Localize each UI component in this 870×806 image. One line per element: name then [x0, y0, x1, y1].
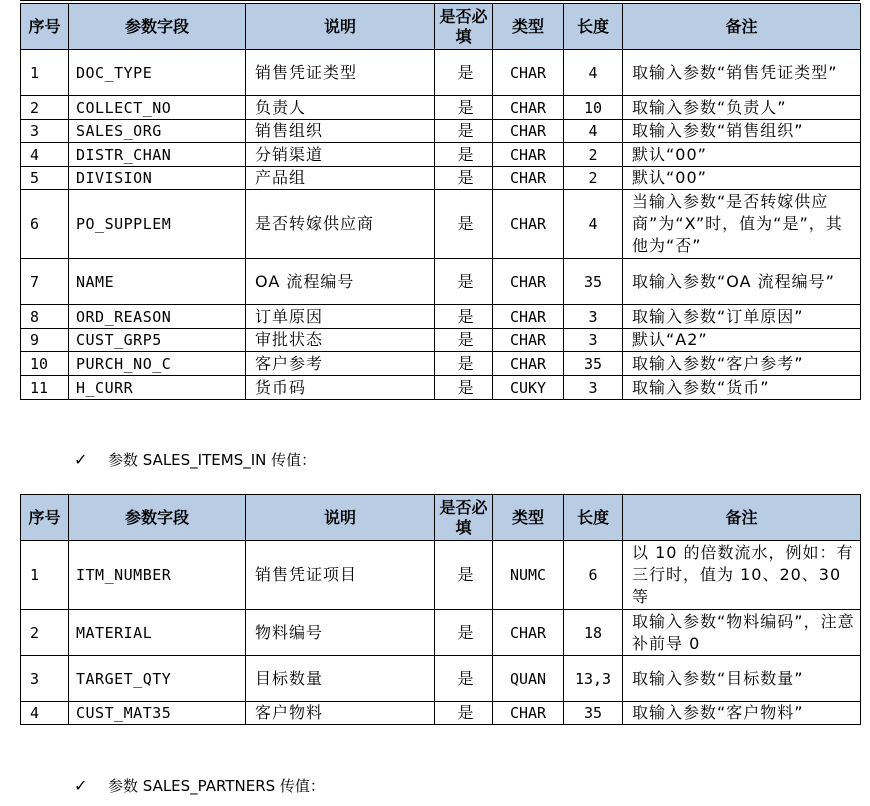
table-row [21, 96, 861, 120]
col-header-type: 类型 [493, 495, 564, 541]
col-header-note: 备注 [623, 495, 861, 541]
table-body [21, 541, 861, 725]
cell-type: CHAR [493, 190, 564, 259]
col-header-no: 序号 [21, 495, 69, 541]
bullet-sales-partners [74, 775, 325, 796]
cell-no: 5 [21, 167, 69, 190]
cell-field: PURCH_NO_C [69, 352, 246, 376]
cell-type: CHAR [493, 143, 564, 167]
cell-field: TARGET_QTY [69, 656, 246, 702]
cell-note: 以 10 的倍数流水，例如：有三行时，值为 10、20、30 等 [623, 541, 861, 610]
checkmark-icon: ✓ [74, 776, 88, 795]
cell-desc: 订单原因 [246, 305, 435, 329]
items-params-table [20, 494, 861, 725]
cell-desc: 客户参考 [246, 352, 435, 376]
cell-length: 4 [564, 190, 623, 259]
cell-desc: OA 流程编号 [246, 259, 435, 305]
cell-note: 取输入参数“目标数量” [623, 656, 861, 702]
cell-note: 取输入参数“OA 流程编号” [623, 259, 861, 305]
col-header-field: 参数字段 [69, 495, 246, 541]
cell-length: 35 [564, 259, 623, 305]
cell-type: CHAR [493, 96, 564, 120]
cell-length: 4 [564, 50, 623, 96]
cell-required: 是 [435, 305, 493, 329]
col-header-desc: 说明 [246, 4, 435, 50]
col-header-required: 是否必填 [435, 495, 493, 541]
cell-length: 4 [564, 120, 623, 143]
cell-desc: 目标数量 [246, 656, 435, 702]
header-params-table [20, 3, 861, 400]
cell-required: 是 [435, 96, 493, 120]
cell-field: ORD_REASON [69, 305, 246, 329]
cell-note: 取输入参数“负责人” [623, 96, 861, 120]
cell-type: CHAR [493, 259, 564, 305]
cell-field: SALES_ORG [69, 120, 246, 143]
cell-note: 取输入参数“销售组织” [623, 120, 861, 143]
cell-desc: 审批状态 [246, 329, 435, 352]
cell-field: DIVISION [69, 167, 246, 190]
cell-desc: 是否转嫁供应商 [246, 190, 435, 259]
cell-note: 取输入参数“客户参考” [623, 352, 861, 376]
col-header-field: 参数字段 [69, 4, 246, 50]
cell-required: 是 [435, 143, 493, 167]
col-header-type: 类型 [493, 4, 564, 50]
cell-desc: 分销渠道 [246, 143, 435, 167]
cell-length: 10 [564, 96, 623, 120]
cell-required: 是 [435, 259, 493, 305]
table-row [21, 702, 861, 725]
cell-required: 是 [435, 610, 493, 656]
table-body [21, 50, 861, 400]
cell-field: DISTR_CHAN [69, 143, 246, 167]
cell-length: 3 [564, 376, 623, 400]
cell-required: 是 [435, 167, 493, 190]
cell-required: 是 [435, 190, 493, 259]
cell-type: CHAR [493, 167, 564, 190]
cell-field: CUST_MAT35 [69, 702, 246, 725]
cell-type: CHAR [493, 352, 564, 376]
cell-no: 8 [21, 305, 69, 329]
table-row [21, 143, 861, 167]
cell-desc: 产品组 [246, 167, 435, 190]
cell-no: 3 [21, 656, 69, 702]
col-header-length: 长度 [564, 495, 623, 541]
cell-no: 7 [21, 259, 69, 305]
table-header-row [21, 495, 861, 541]
cell-no: 2 [21, 96, 69, 120]
table-row [21, 610, 861, 656]
cell-type: CHAR [493, 120, 564, 143]
cell-desc: 销售凭证类型 [246, 50, 435, 96]
cell-desc: 负责人 [246, 96, 435, 120]
table-row [21, 329, 861, 352]
cell-desc: 物料编号 [246, 610, 435, 656]
cell-desc: 客户物料 [246, 702, 435, 725]
cell-no: 10 [21, 352, 69, 376]
cell-note: 取输入参数“物料编码”，注意补前导 0 [623, 610, 861, 656]
table-row [21, 656, 861, 702]
cell-type: CHAR [493, 50, 564, 96]
cell-desc: 销售组织 [246, 120, 435, 143]
cell-type: CUKY [493, 376, 564, 400]
cell-field: CUST_GRP5 [69, 329, 246, 352]
cell-type: CHAR [493, 305, 564, 329]
bullet-text: 参数 SALES_PARTNERS 传值： [108, 777, 325, 795]
bullet-sales-items-in [74, 449, 316, 470]
bullet-text: 参数 SALES_ITEMS_IN 传值： [108, 451, 317, 469]
cell-field: NAME [69, 259, 246, 305]
cell-length: 35 [564, 352, 623, 376]
cell-no: 1 [21, 541, 69, 610]
cell-type: QUAN [493, 656, 564, 702]
table-row [21, 167, 861, 190]
table-row [21, 305, 861, 329]
cell-no: 2 [21, 610, 69, 656]
cell-required: 是 [435, 120, 493, 143]
cell-no: 4 [21, 143, 69, 167]
cell-note: 取输入参数“订单原因” [623, 305, 861, 329]
cell-length: 3 [564, 305, 623, 329]
cell-note: 取输入参数“货币” [623, 376, 861, 400]
cell-note: 默认“00” [623, 167, 861, 190]
cell-length: 18 [564, 610, 623, 656]
col-header-note: 备注 [623, 4, 861, 50]
col-header-length: 长度 [564, 4, 623, 50]
table-row [21, 352, 861, 376]
cell-no: 4 [21, 702, 69, 725]
cell-field: MATERIAL [69, 610, 246, 656]
col-header-no: 序号 [21, 4, 69, 50]
cell-required: 是 [435, 329, 493, 352]
cell-type: CHAR [493, 610, 564, 656]
cell-required: 是 [435, 352, 493, 376]
cell-no: 3 [21, 120, 69, 143]
table-row [21, 376, 861, 400]
table-row [21, 190, 861, 259]
table-row [21, 541, 861, 610]
cell-length: 13,3 [564, 656, 623, 702]
cell-field: DOC_TYPE [69, 50, 246, 96]
cell-field: PO_SUPPLEM [69, 190, 246, 259]
cell-length: 2 [564, 167, 623, 190]
cell-note: 当输入参数“是否转嫁供应商”为“X”时，值为“是”，其他为“否” [623, 190, 861, 259]
cell-note: 默认“00” [623, 143, 861, 167]
cell-length: 35 [564, 702, 623, 725]
cell-desc: 销售凭证项目 [246, 541, 435, 610]
cell-no: 6 [21, 190, 69, 259]
table-row [21, 120, 861, 143]
cell-note: 取输入参数“客户物料” [623, 702, 861, 725]
cell-no: 9 [21, 329, 69, 352]
col-header-desc: 说明 [246, 495, 435, 541]
cell-required: 是 [435, 376, 493, 400]
table-row [21, 50, 861, 96]
table-row [21, 259, 861, 305]
cell-length: 3 [564, 329, 623, 352]
cell-required: 是 [435, 541, 493, 610]
checkmark-icon: ✓ [74, 450, 88, 469]
cell-no: 11 [21, 376, 69, 400]
cell-required: 是 [435, 50, 493, 96]
cell-desc: 货币码 [246, 376, 435, 400]
cell-note: 取输入参数“销售凭证类型” [623, 50, 861, 96]
cell-no: 1 [21, 50, 69, 96]
cell-field: H_CURR [69, 376, 246, 400]
cell-type: CHAR [493, 329, 564, 352]
cell-required: 是 [435, 656, 493, 702]
table-header-row [21, 4, 861, 50]
cell-length: 6 [564, 541, 623, 610]
cell-type: NUMC [493, 541, 564, 610]
col-header-required: 是否必填 [435, 4, 493, 50]
top-border-line [20, 0, 860, 1]
cell-field: COLLECT_NO [69, 96, 246, 120]
cell-field: ITM_NUMBER [69, 541, 246, 610]
cell-type: CHAR [493, 702, 564, 725]
cell-required: 是 [435, 702, 493, 725]
cell-length: 2 [564, 143, 623, 167]
cell-note: 默认“A2” [623, 329, 861, 352]
